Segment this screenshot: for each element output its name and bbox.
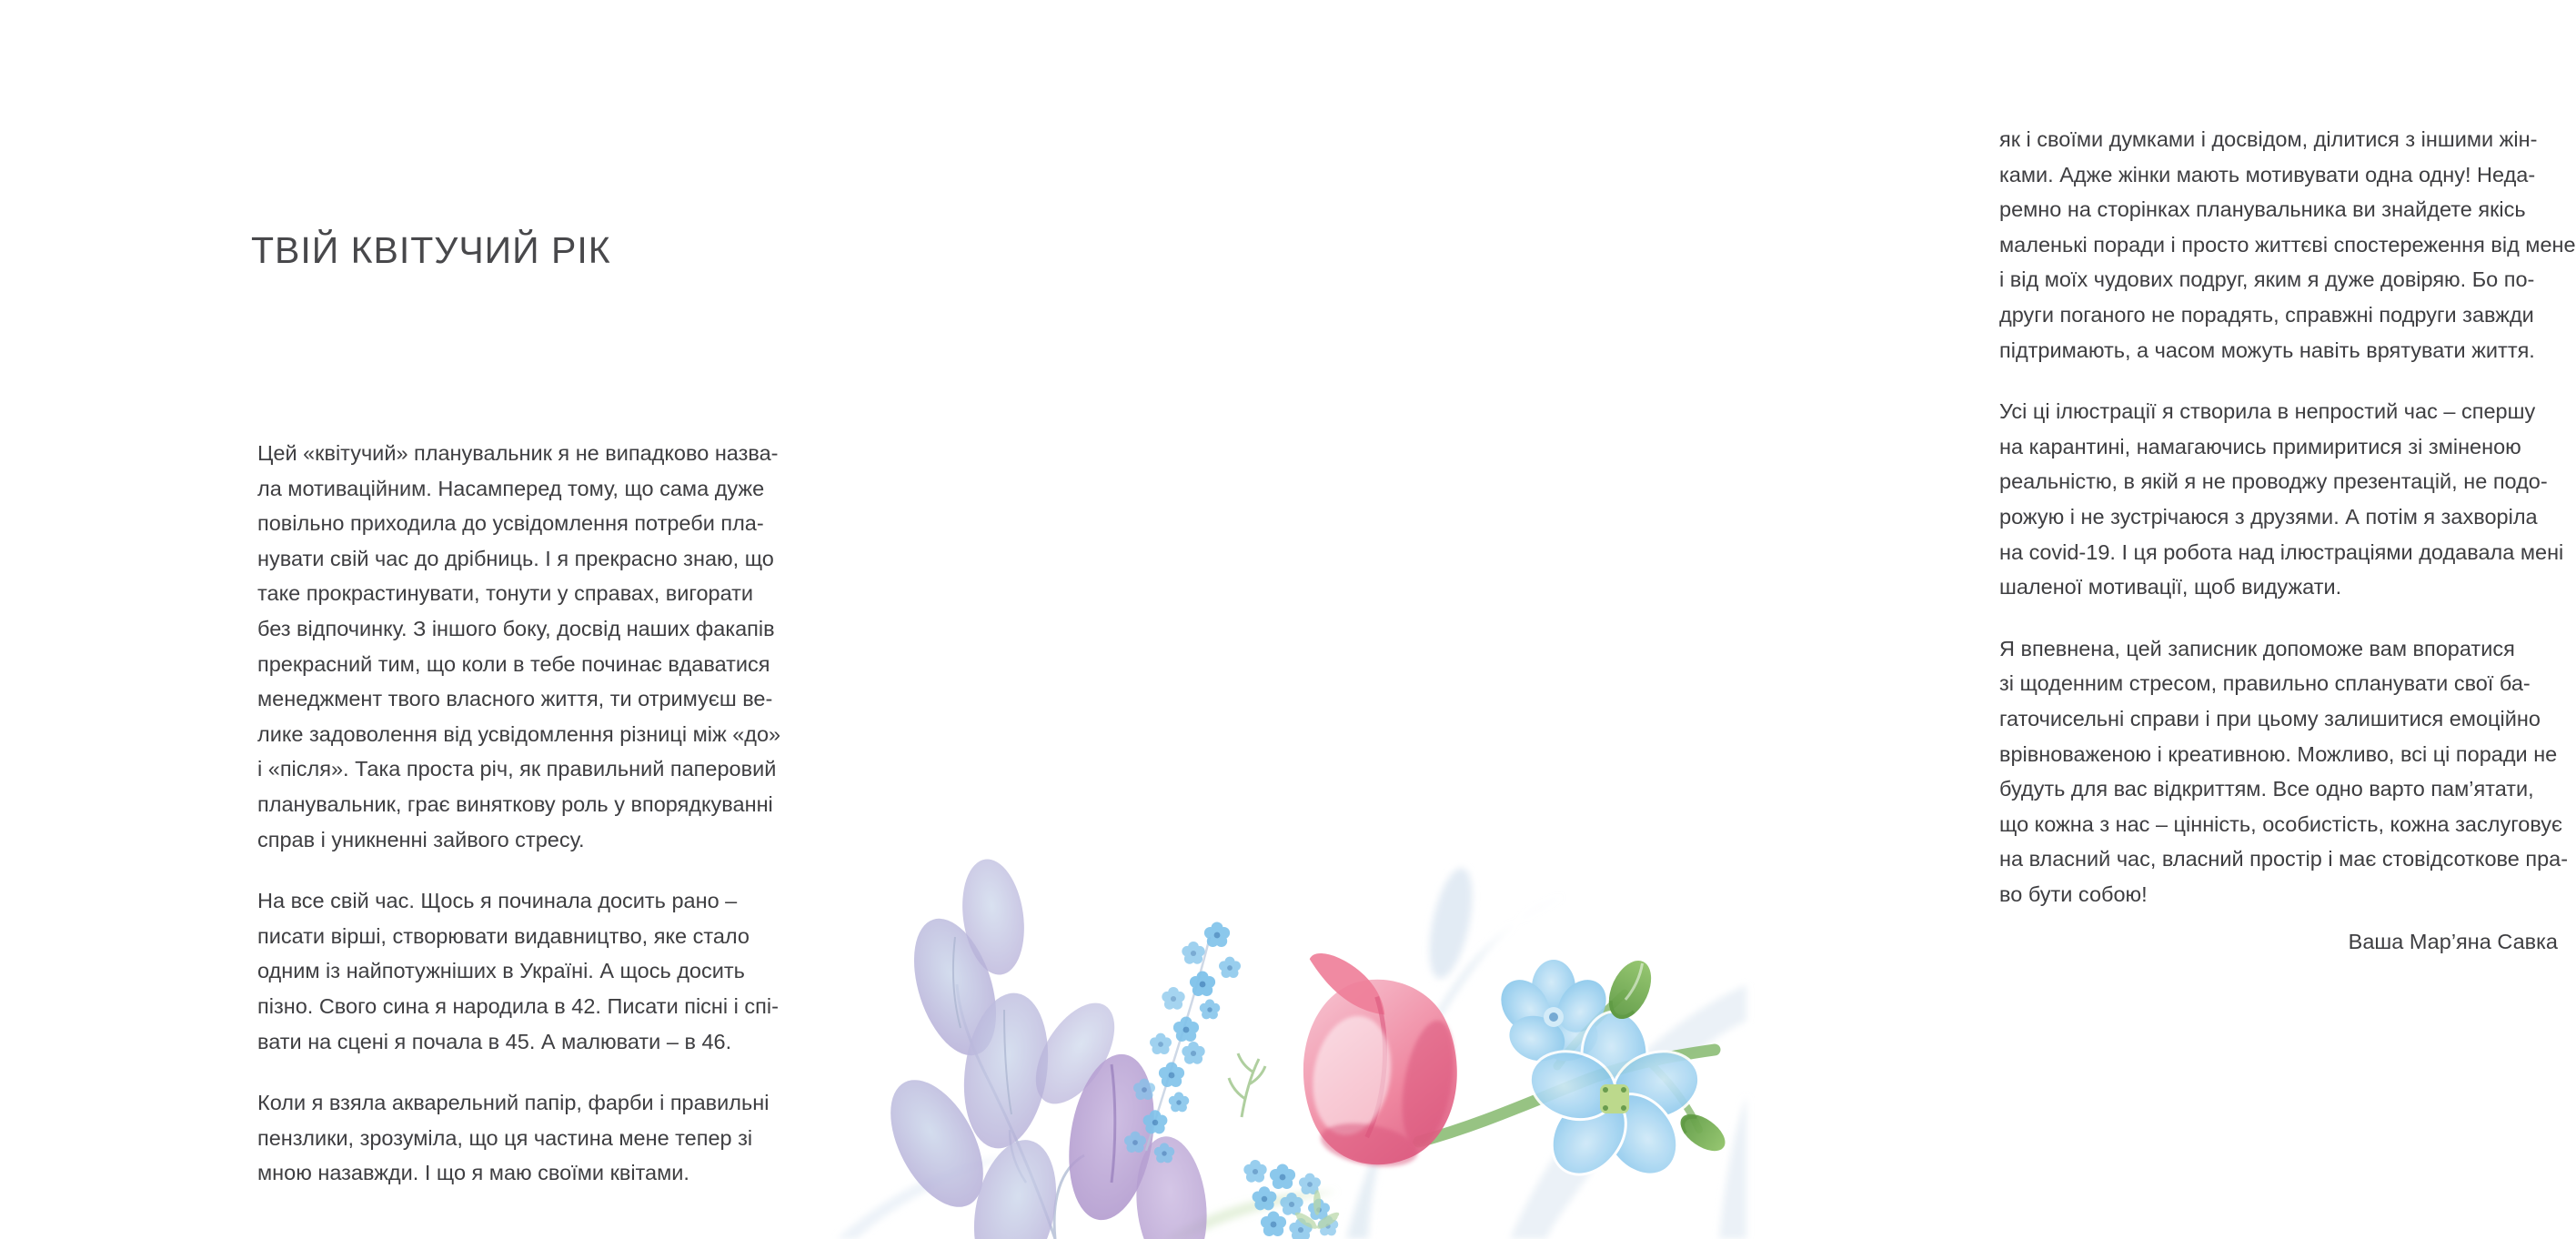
text-line: ками. Адже жінки мають мотивувати одна одну! Неда- (1999, 162, 2536, 186)
text-line: маленькі поради і просто життєві спостереження від мене (1999, 232, 2576, 257)
text-line: таке прокрастинувати, тонути у справах, вигорати (257, 581, 754, 606)
text-line: во бути собою! (1999, 881, 2148, 906)
text-line: і від моїх чудових подруг, яким я дуже довіряю. Бо по- (1999, 267, 2535, 292)
fern-sprig (1229, 1053, 1265, 1117)
paragraph (1999, 122, 2576, 368)
text-line: планувальник, грає виняткову роль у впорядкуванні (257, 791, 773, 816)
text-line: писати вірші, створювати видавництво, яке стало (257, 923, 750, 948)
author-signature: Ваша Мар’яна Савка (2348, 930, 2558, 953)
text-line: Я впевнена, цей записник допоможе вам впоратися (1999, 636, 2515, 660)
text-line: менеджмент твого власного життя, ти отримуєш ве- (257, 687, 773, 711)
text-line: мною назавжди. І що я маю своїми квітами. (257, 1161, 689, 1185)
text-line: одним із найпотужніших в Україні. А щось досить (257, 959, 745, 983)
text-line: гаточисельні справи і при цьому залишитися емоційно (1999, 706, 2541, 730)
text-line: справ і уникненні зайвого стресу. (257, 827, 585, 851)
paragraph (1999, 394, 2564, 605)
text-line: ла мотиваційним. Насамперед тому, що сама дуже (257, 476, 765, 500)
paragraph (257, 883, 780, 1059)
text-line: реальністю, в якій я не проводжу презентацій, не подо- (1999, 469, 2548, 494)
left-page-text (257, 436, 780, 1191)
text-line: зі щоденним стресом, правильно спланувати свої ба- (1999, 671, 2531, 696)
text-line: Усі ці ілюстрації я створила в непростий час – спершу (1999, 399, 2536, 424)
text-line: Коли я взяла акварельний папір, фарби і правильні (257, 1091, 770, 1115)
text-line: вати на сцені я почала в 45. А малювати – в 46. (257, 1029, 732, 1053)
paragraph (257, 436, 780, 857)
watercolor-bouquet-illustration (782, 755, 1746, 1239)
text-line: і «після». Така проста річ, як правильний паперовий (257, 757, 777, 781)
text-line: будуть для вас відкриттям. Все одно варто пам’ятати, (1999, 777, 2534, 801)
right-page-text (1999, 122, 2576, 912)
chapter-title: ТВІЙ КВІТУЧИЙ РІК (251, 229, 611, 271)
text-line: други поганого не порадять, справжні подруги завжди (1999, 302, 2534, 327)
text-line: рожую і не зустрічаюся з друзями. А потім я захворіла (1999, 504, 2538, 529)
text-line: шаленої мотивації, щоб видужати. (1999, 575, 2342, 599)
text-line: ремно на сторінках планувальника ви знайдете якісь (1999, 197, 2526, 222)
text-line: пізно. Свого сина я народила в 42. Писати пісні і спі- (257, 993, 779, 1018)
paragraph (1999, 631, 2569, 912)
tulip (1276, 952, 1475, 1178)
text-line: на covid-19. І ця робота над ілюстраціями додавала мені (1999, 539, 2564, 564)
text-line: пензлики, зрозуміла, що ця частина мене тепер зі (257, 1125, 753, 1150)
text-line: на карантині, намагаючись примиритися зі зміненою (1999, 434, 2521, 458)
left-page (0, 0, 873, 1239)
text-line: без відпочинку. З іншого боку, досвід наших факапів (257, 616, 775, 640)
paragraph (257, 1085, 780, 1191)
text-line: підтримають, а часом можуть навіть врятувати життя. (1999, 337, 2535, 362)
text-line: як і своїми думками і досвідом, ділитися з іншими жін- (1999, 127, 2538, 151)
text-line: прекрасний тим, що коли в тебе починає вдаватися (257, 651, 770, 676)
text-line: врівноваженою і креативною. Можливо, всі ці поради не (1999, 741, 2558, 766)
text-line: Цей «квітучий» планувальник я не випадково назва- (257, 441, 779, 465)
text-line: На все свій час. Щось я починала досить рано – (257, 889, 738, 913)
text-line: що кожна з нас – цінність, особистість, кожна заслуговує (1999, 811, 2563, 836)
text-line: повільно приходила до усвідомлення потреби пла- (257, 511, 764, 536)
text-line: нувати свій час до дрібниць. І я прекрасно знаю, що (257, 546, 774, 570)
text-line: лике задоволення від усвідомлення різниці між «до» (257, 721, 781, 746)
text-line: на власний час, власний простір і має стовідсоткове пра- (1999, 847, 2569, 871)
